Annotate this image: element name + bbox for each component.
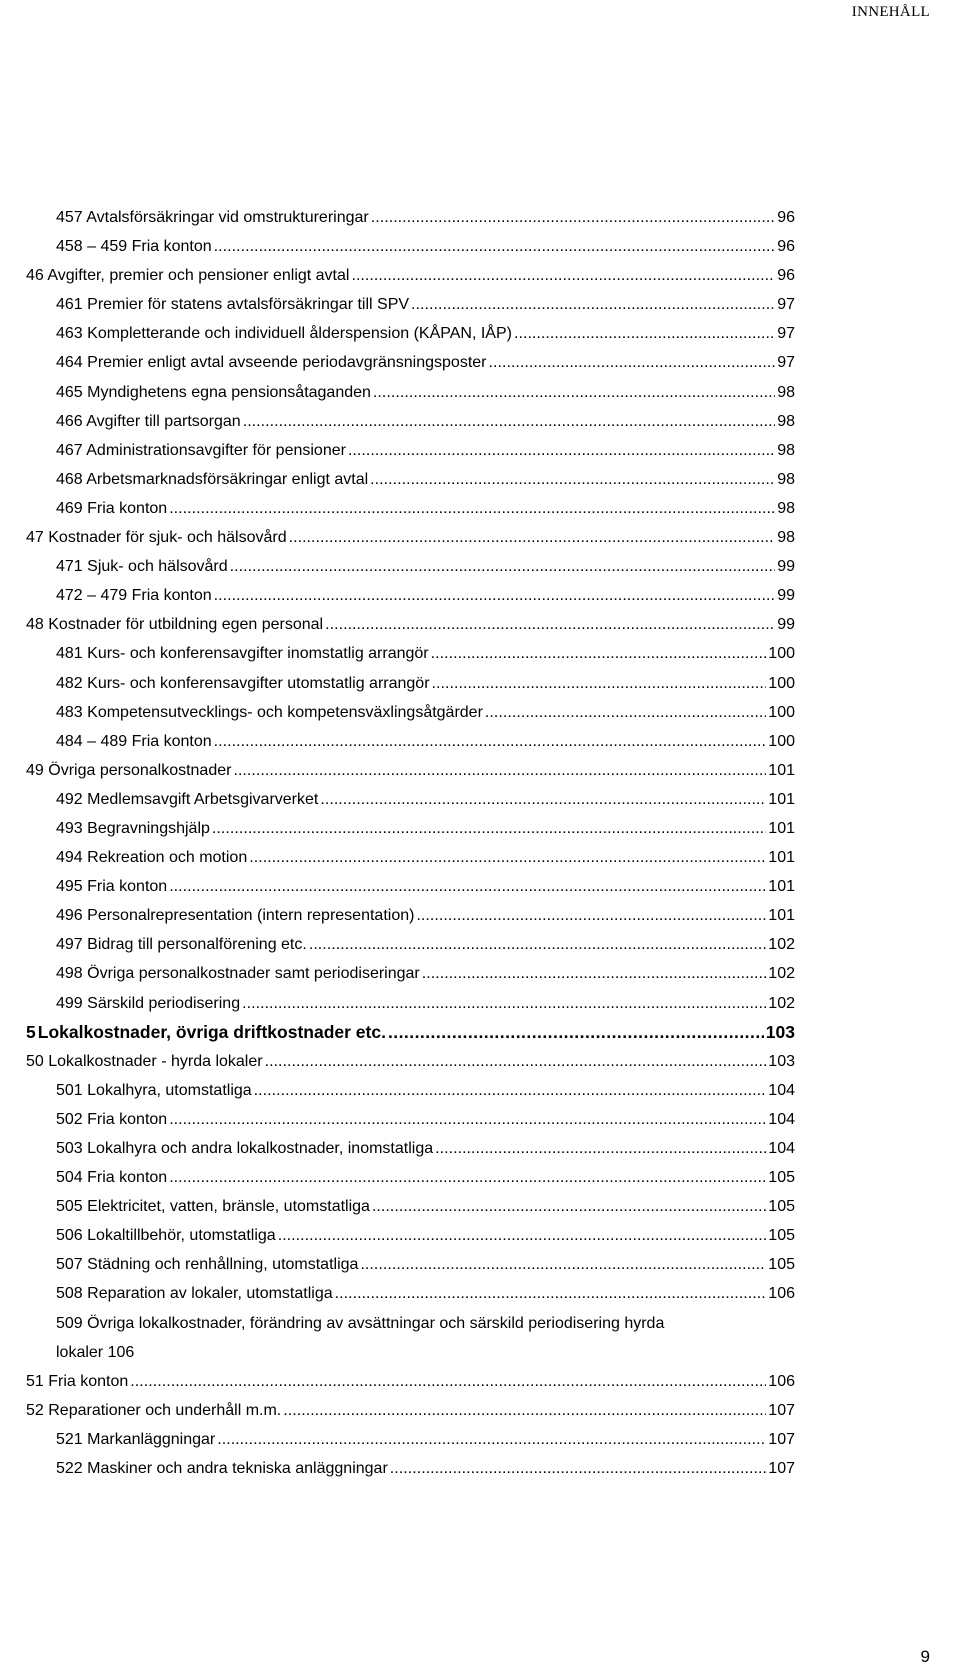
chapter-page: 103 bbox=[765, 1021, 795, 1042]
toc-entry[interactable] bbox=[26, 1425, 795, 1454]
toc-entry[interactable] bbox=[26, 319, 795, 348]
toc-entry[interactable] bbox=[26, 1396, 795, 1425]
toc-entry[interactable] bbox=[26, 1192, 795, 1221]
dot-leader bbox=[249, 843, 766, 872]
toc-entry-page: 98 bbox=[777, 412, 795, 430]
toc-entry[interactable] bbox=[26, 1163, 795, 1192]
dot-leader bbox=[411, 290, 775, 319]
dot-leader bbox=[230, 552, 776, 581]
dot-leader bbox=[388, 1018, 764, 1047]
toc-entry-title: 469 Fria konton bbox=[56, 499, 168, 517]
toc-entry-page: 107 bbox=[768, 1460, 795, 1478]
toc-entry-title: 484 – 489 Fria konton bbox=[56, 732, 212, 750]
toc-entry-page: 103 bbox=[768, 1052, 795, 1070]
toc-entry-title: 483 Kompetensutvecklings- och kompetensväxlingsåtgärder bbox=[56, 703, 483, 721]
toc-entry[interactable] bbox=[26, 290, 795, 319]
dot-leader bbox=[214, 232, 776, 261]
toc-entry[interactable] bbox=[26, 261, 795, 290]
toc-entry-page: 106 bbox=[768, 1372, 795, 1390]
toc-entry[interactable] bbox=[26, 901, 795, 930]
toc-entry-page: 105 bbox=[768, 1256, 795, 1274]
toc-entry[interactable] bbox=[26, 1076, 795, 1105]
toc-entry-title: 506 Lokaltillbehör, utomstatliga bbox=[56, 1227, 276, 1245]
chapter-number: 5 bbox=[26, 1021, 36, 1042]
dot-leader bbox=[335, 1279, 767, 1308]
dot-leader bbox=[217, 1425, 766, 1454]
dot-leader bbox=[435, 1134, 766, 1163]
toc-entry[interactable] bbox=[26, 1221, 795, 1250]
toc-entry-page: 99 bbox=[777, 587, 795, 605]
dot-leader bbox=[422, 959, 767, 988]
toc-entry[interactable] bbox=[26, 610, 795, 639]
toc-entry[interactable] bbox=[26, 1047, 795, 1076]
toc-entry-title: 465 Myndighetens egna pensionsåtaganden bbox=[56, 383, 371, 401]
toc-entry-title: 495 Fria konton bbox=[56, 878, 168, 896]
toc-entry-page: 96 bbox=[777, 209, 795, 226]
toc-entry-title: 496 Personalrepresentation (intern representation) bbox=[56, 907, 415, 925]
dot-leader bbox=[233, 756, 766, 785]
toc-entry-title: 466 Avgifter till partsorgan bbox=[56, 412, 241, 430]
toc-entry-title: 464 Premier enligt avtal avseende periodavgränsningsposter bbox=[56, 354, 487, 372]
toc-entry-wrapped[interactable] bbox=[26, 1309, 795, 1367]
dot-leader bbox=[214, 727, 767, 756]
toc-entry-title: 507 Städning och renhållning, utomstatliga bbox=[56, 1256, 359, 1274]
toc-entry-page: 105 bbox=[768, 1198, 795, 1216]
toc-entry[interactable] bbox=[26, 959, 795, 988]
toc-entry-page: 106 bbox=[768, 1285, 795, 1303]
dot-leader bbox=[283, 1396, 766, 1425]
dot-leader bbox=[485, 698, 766, 727]
toc-entry-title: 497 Bidrag till personalförening etc. bbox=[56, 936, 307, 954]
toc-entry[interactable] bbox=[26, 727, 795, 756]
toc-entry[interactable] bbox=[26, 348, 795, 377]
dot-leader bbox=[243, 407, 776, 436]
toc-entry-title: 521 Markanläggningar bbox=[56, 1430, 216, 1448]
toc-entry-page: 105 bbox=[768, 1227, 795, 1245]
toc-entry-title: 457 Avtalsförsäkringar vid omstruktureringar bbox=[56, 209, 369, 226]
dot-leader bbox=[130, 1367, 766, 1396]
toc-entry-title: 51 Fria konton bbox=[26, 1372, 129, 1390]
toc-entry-title: 468 Arbetsmarknadsförsäkringar enligt avtal bbox=[56, 470, 369, 488]
toc-entry-title: 471 Sjuk- och hälsovård bbox=[56, 558, 228, 576]
toc-entry-page: 98 bbox=[777, 383, 795, 401]
toc-entry-title: 501 Lokalhyra, utomstatliga bbox=[56, 1081, 252, 1099]
toc-entry-title: 52 Reparationer och underhåll m.m. bbox=[26, 1401, 282, 1419]
toc-entry[interactable] bbox=[26, 872, 795, 901]
toc-entry[interactable] bbox=[26, 814, 795, 843]
toc-entry-page: 101 bbox=[768, 907, 795, 925]
dot-leader bbox=[360, 1250, 766, 1279]
toc-entry-title: 461 Premier för statens avtalsförsäkringar till SPV bbox=[56, 296, 410, 314]
toc-entry-page: 101 bbox=[768, 849, 795, 867]
toc-entry[interactable] bbox=[26, 1134, 795, 1163]
dot-leader bbox=[431, 639, 767, 668]
toc-entry[interactable] bbox=[26, 1105, 795, 1134]
toc-entry-page: 97 bbox=[777, 354, 795, 372]
toc-entry-title: 522 Maskiner och andra tekniska anläggningar bbox=[56, 1460, 388, 1478]
toc-entry-page: 107 bbox=[768, 1401, 795, 1419]
toc-entry-page: 100 bbox=[768, 732, 795, 750]
toc-entry[interactable] bbox=[26, 1454, 795, 1483]
toc-entry-page: 101 bbox=[768, 878, 795, 896]
toc-group-repairs bbox=[26, 1367, 795, 1483]
dot-leader bbox=[169, 872, 766, 901]
toc-entry[interactable] bbox=[26, 552, 795, 581]
dot-leader bbox=[214, 581, 776, 610]
dot-leader bbox=[309, 930, 766, 959]
toc-entry-page: 98 bbox=[777, 441, 795, 459]
toc-entry[interactable] bbox=[26, 698, 795, 727]
toc-entry-page: 100 bbox=[768, 645, 795, 663]
toc-entry-title: 49 Övriga personalkostnader bbox=[26, 761, 232, 779]
dot-leader bbox=[242, 989, 766, 1018]
toc-entry[interactable] bbox=[26, 1279, 795, 1308]
toc-entry-title: 48 Kostnader för utbildning egen personal bbox=[26, 616, 324, 634]
toc-entry[interactable] bbox=[26, 1250, 795, 1279]
toc-entry[interactable] bbox=[26, 203, 795, 232]
dot-leader bbox=[390, 1454, 767, 1483]
dot-leader bbox=[289, 523, 776, 552]
dot-leader bbox=[254, 1076, 767, 1105]
toc-entry[interactable] bbox=[26, 523, 795, 552]
toc-entry[interactable] bbox=[26, 785, 795, 814]
page-number: 9 bbox=[920, 1647, 930, 1666]
toc-entry-title: 493 Begravningshjälp bbox=[56, 819, 210, 837]
toc-entry-page: 96 bbox=[777, 238, 795, 256]
toc-entry[interactable] bbox=[26, 378, 795, 407]
toc-entry-page: 98 bbox=[777, 499, 795, 517]
toc-entry-page: 100 bbox=[768, 703, 795, 721]
toc-entry-title: 502 Fria konton bbox=[56, 1110, 168, 1128]
toc-entry-page: 98 bbox=[777, 470, 795, 488]
toc-entry[interactable] bbox=[26, 465, 795, 494]
table-of-contents bbox=[26, 203, 795, 1483]
dot-leader bbox=[351, 261, 775, 290]
toc-entry-title: 505 Elektricitet, vatten, bränsle, utomstatliga bbox=[56, 1198, 370, 1216]
toc-entry-title: 504 Fria konton bbox=[56, 1169, 168, 1187]
dot-leader bbox=[320, 785, 766, 814]
toc-entry-page: 100 bbox=[768, 674, 795, 692]
dot-leader bbox=[348, 436, 775, 465]
toc-entry-title: 492 Medlemsavgift Arbetsgivarverket bbox=[56, 790, 319, 808]
toc-entry-page: 104 bbox=[768, 1081, 795, 1099]
toc-entry-title: 50 Lokalkostnader - hyrda lokaler bbox=[26, 1052, 263, 1070]
toc-entry-page: 98 bbox=[777, 529, 795, 547]
toc-group-personnel bbox=[26, 203, 795, 1018]
toc-entry-page: 102 bbox=[768, 994, 795, 1012]
dot-leader bbox=[370, 465, 775, 494]
chapter-title: Lokalkostnader, övriga driftkostnader etc. bbox=[37, 1021, 386, 1042]
toc-entry-title: 499 Särskild periodisering bbox=[56, 994, 241, 1012]
toc-entry-page: 99 bbox=[777, 558, 795, 576]
dot-leader bbox=[416, 901, 766, 930]
toc-entry[interactable] bbox=[26, 843, 795, 872]
dot-leader bbox=[212, 814, 766, 843]
toc-entry-page: 102 bbox=[768, 936, 795, 954]
dot-leader bbox=[265, 1047, 767, 1076]
dot-leader bbox=[278, 1221, 767, 1250]
toc-entry-title: 46 Avgifter, premier och pensioner enligt avtal bbox=[26, 267, 350, 285]
toc-entry[interactable] bbox=[26, 494, 795, 523]
toc-entry-page: 104 bbox=[768, 1140, 795, 1157]
toc-entry-page: 99 bbox=[777, 616, 795, 634]
toc-entry-title: 472 – 479 Fria konton bbox=[56, 587, 212, 605]
toc-entry-page: 101 bbox=[768, 819, 795, 837]
dot-leader bbox=[169, 494, 775, 523]
toc-entry[interactable] bbox=[26, 989, 795, 1018]
toc-entry-line-1: 509 Övriga lokalkostnader, förändring av avsättningar och särskild periodisering hyrda bbox=[56, 1314, 665, 1332]
toc-entry-page: 101 bbox=[768, 790, 795, 808]
dot-leader bbox=[488, 348, 775, 377]
dot-leader bbox=[373, 378, 775, 407]
dot-leader bbox=[432, 669, 767, 698]
toc-entry[interactable] bbox=[26, 930, 795, 959]
dot-leader bbox=[371, 203, 775, 232]
toc-entry[interactable] bbox=[26, 436, 795, 465]
toc-entry-page: 102 bbox=[768, 965, 795, 983]
dot-leader bbox=[169, 1105, 766, 1134]
toc-entry-title: 467 Administrationsavgifter för pensioner bbox=[56, 441, 346, 459]
toc-group-premises bbox=[26, 1047, 795, 1309]
toc-entry-title: 481 Kurs- och konferensavgifter inomstatlig arrangör bbox=[56, 645, 429, 663]
toc-entry-title: 498 Övriga personalkostnader samt periodiseringar bbox=[56, 965, 420, 983]
toc-entry-page: 104 bbox=[768, 1110, 795, 1128]
toc-chapter-entry[interactable] bbox=[26, 1018, 795, 1047]
toc-entry[interactable] bbox=[26, 639, 795, 668]
toc-entry-page: 96 bbox=[777, 267, 795, 285]
toc-entry-line-2: lokaler 106 bbox=[56, 1343, 135, 1361]
toc-entry-page: 101 bbox=[768, 761, 795, 779]
toc-entry[interactable] bbox=[26, 407, 795, 436]
toc-entry-page: 97 bbox=[777, 325, 795, 343]
toc-entry-title: 494 Rekreation och motion bbox=[56, 849, 248, 867]
toc-entry-title: 508 Reparation av lokaler, utomstatliga bbox=[56, 1285, 333, 1303]
toc-entry-title: 47 Kostnader för sjuk- och hälsovård bbox=[26, 529, 287, 547]
toc-entry-title: 503 Lokalhyra och andra lokalkostnader, inomstatliga bbox=[56, 1140, 434, 1157]
toc-entry-title: 458 – 459 Fria konton bbox=[56, 238, 212, 256]
toc-entry[interactable] bbox=[26, 756, 795, 785]
toc-entry[interactable] bbox=[26, 581, 795, 610]
toc-entry[interactable] bbox=[26, 669, 795, 698]
toc-entry-title: 482 Kurs- och konferensavgifter utomstatlig arrangör bbox=[56, 674, 430, 692]
dot-leader bbox=[169, 1163, 766, 1192]
dot-leader bbox=[514, 319, 775, 348]
toc-entry[interactable] bbox=[26, 232, 795, 261]
running-header: INNEHÅLL bbox=[851, 4, 930, 20]
dot-leader bbox=[325, 610, 775, 639]
toc-entry-page: 97 bbox=[777, 296, 795, 314]
toc-entry-title: 463 Kompletterande och individuell ålderspension (KÅPAN, IÅP) bbox=[56, 325, 512, 343]
toc-entry-page: 107 bbox=[768, 1430, 795, 1448]
toc-entry-page: 105 bbox=[768, 1169, 795, 1187]
dot-leader bbox=[372, 1192, 766, 1221]
toc-entry[interactable] bbox=[26, 1367, 795, 1396]
